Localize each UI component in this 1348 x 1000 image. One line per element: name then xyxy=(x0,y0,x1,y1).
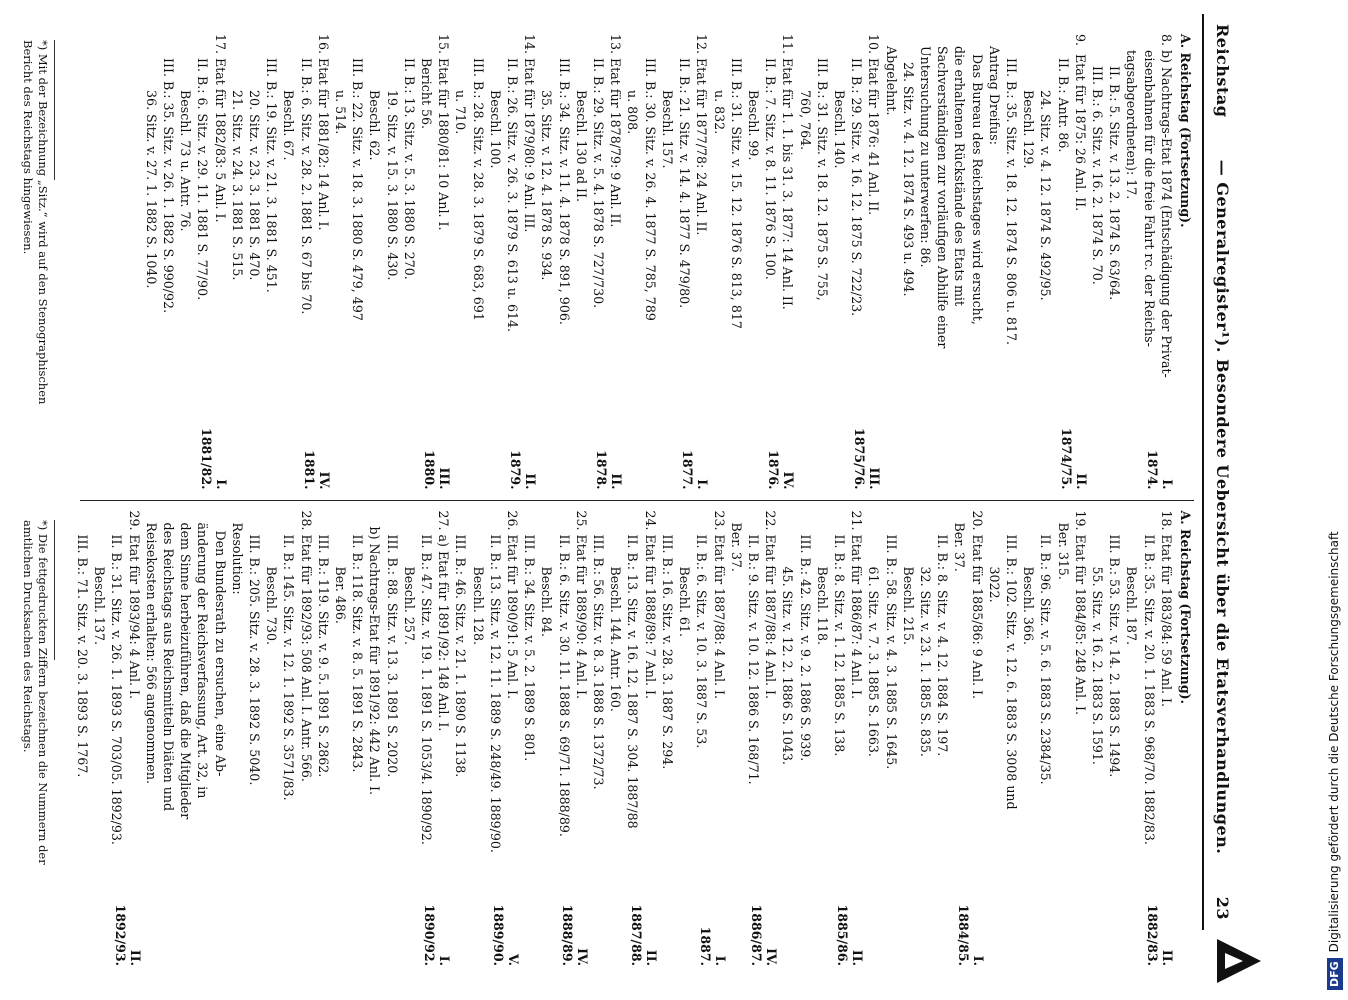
session-label: IV. 1888/89. xyxy=(559,904,590,966)
entry-text: b) Nachtrags-Etat für 1891/92: 442 Anl. I. II. B.: 118. Sitz. v. 8. 5. 1891 S. 2843. Ber. 486. III. B.: 119. Sitz. v. 9. 5. 1891 S. 2862. xyxy=(315,526,383,795)
left-column xyxy=(80,24,1194,500)
entry-text: 26. Etat für 1890/91: 5 Anl. I. II. B.: 13. Sitz. v. 12. 11. 1889 S. 248/49. 1889/90. Beschl. 128. III. B.: 46. Sitz. v. 21. 1. 1890 S. 1138. xyxy=(453,510,521,853)
footnote-left: *) Mit der Bezeichnung „Sitz.“ wird auf den Stenographischen Bericht des Reichstags hingewiesen. xyxy=(21,40,50,405)
entry-text: 15. Etat für 1880/81: 10 Anl. I. Bericht 56. II. B.: 13. Sitz. v. 5. 3. 1880 S. 270. 19. Sitz. v. 15. 3. 1880 S. 430. Beschl. 62. III. B.: 22. Sitz. v. 18. 3. 1880 S. 479, 497 u. 514. xyxy=(333,34,452,321)
session-label: IV. 1876. xyxy=(766,450,797,490)
entry-row xyxy=(728,511,780,967)
entry-text: 19. Etat für 1884/85: 248 Anl. I. Ber. 315. II. B.: 96. Sitz. v. 5. 6. 1883 S. 2384/35. Beschl. 366. III. B.: 102. Sitz. v. 12. 6. 1883 S. 3008 und 3022. xyxy=(986,510,1088,810)
entry-row xyxy=(659,511,728,967)
entry-text: 29. Etat für 1893/94: 4 Anl. I. II. B.: 31. Sitz. v. 26. 1. 1893 S. 703/05. 1892/93. Beschl. 137. III. B.: 71. Sitz. v. 20. 3. 1893 S. 1767. xyxy=(75,510,142,845)
entry-text: II. B.: 5. Sitz. v. 13. 2. 1874 S. 63/64. III. B.: 6. Sitz. v. 16. 2. 1874 S. 70. xyxy=(1089,66,1123,301)
entry-text: 24. Etat für 1888/89: 7 Anl. I. II. B.: 13. Sitz. v. 16. 12. 1887 S. 304. 1887/88 Beschl. 144. Antr. 160. III. B.: 56. Sitz. v. 8. 3. 1888 S. 1372/73. xyxy=(591,510,658,829)
header-title: — Generalregister¹). Besondere Uebersicht über die Etatsverhandlungen. xyxy=(1213,159,1233,855)
entry-row xyxy=(986,511,1089,967)
session-label: IV. 1881. xyxy=(301,450,332,490)
entry-row xyxy=(710,34,796,490)
header-rule xyxy=(1202,14,1204,930)
entry-row xyxy=(143,34,229,490)
entry-text: 28. Etat für 1892/93: 508 Anl. I. Antr. 566. II. B.: 145. Sitz. v. 12. 1. 1892 S. 3571/83. Beschl. 730. III. B.: 205. Sitz. v. 28. 3. 1892 S. 5040. Resolution: Den Bundesrath zu ersuchen, eine Ab- änderung der Reichsverfassung, Art. 32, in dem Sinne herbeizuführen, daß die Mitglieder des Reichstags aus Reichsmitteln Diäten und Reisekosten erhalten: 566 angenommen. xyxy=(143,510,314,820)
entry-row xyxy=(452,511,521,967)
entry-row xyxy=(74,511,143,967)
session-label: II. 1885/86. xyxy=(835,904,866,966)
footnote-right: *) Die fettgedruckten Ziffern bezeichnen die Nummern der amtlichen Drucksachen des Reichstags. xyxy=(21,520,50,865)
entry-row xyxy=(1003,34,1089,490)
entry-row xyxy=(865,511,985,967)
footnote-rule-left xyxy=(54,40,55,180)
entry-row xyxy=(779,511,865,967)
entry-text: 18. Etat für 1883/84: 59 Anl. I. II. B.: 35. Sitz. v. 20. 1. 1883 S. 968/70. 1882/83. Beschl. 187. III. B.: 53. Sitz. v. 14. 2. 1883 S. 1494. 55. Sitz. v. 16. 2. 1883 S. 1591. xyxy=(1089,510,1174,845)
entry-row xyxy=(538,34,624,490)
page-number: 23 xyxy=(1213,896,1233,920)
entry-text: Antrag Dreifus: Das Bureau des Reichstages wird ersucht, die erhaltenen Rückstände des Etats mit Sachverständigen zur vorläufigen Abhilfe einer Untersuchung zu unterwerfen: 86. 24. Sitz. v. 4. 12. 1874 S. 493 u. 494. Abgelehnt. xyxy=(883,46,1002,349)
entry-row xyxy=(624,34,710,490)
session-label: I. 1877. xyxy=(680,450,711,490)
left-section-heading: A. Reichstag (Fortsetzung). xyxy=(1178,34,1193,228)
entry-row xyxy=(229,34,332,490)
header-left: Reichstag xyxy=(1213,24,1233,118)
session-label: III. 1875/76. xyxy=(852,427,883,490)
credit-strip xyxy=(1320,0,1346,990)
entry-row xyxy=(315,511,384,967)
entry-row xyxy=(452,34,538,490)
footnote-rule-right xyxy=(54,520,55,660)
entry-row xyxy=(332,34,452,490)
entry-row xyxy=(1089,34,1123,490)
session-label: I. 1884/85. xyxy=(955,904,986,966)
entry-text: 16. Etat für 1881/82: 14 Anl. I. II. B.: 6. Sitz. v. 28. 2. 1881 S. 67 bis 70. Beschl. 67. III. B.: 19. Sitz. v. 21. 3. 1881 S. 451. 20. Sitz. v. 23. 3. 1881 S. 470. 21. Sitz. v. 24. 3. 1881 S. 515. xyxy=(229,34,331,315)
entry-text: 8. b) Nachtrags-Etat 1874 (Entschädigung der Privat- eisenbahnen für die freie Fahrt rc. der Reichs- tagsabgeordneten): 17. xyxy=(1124,34,1174,378)
entry-text: 21. Etat für 1886/87: 4 Anl. I. II. B.: 8. Sitz. v. 1. 12. 1885 S. 138. Beschl. 118. III. B.: 42. Sitz. v. 9. 2. 1886 S. 939. 45. Sitz. v. 12. 2. 1886 S. 1043. xyxy=(780,510,865,765)
entry-row xyxy=(1123,34,1175,490)
session-label: I. 1890/92. xyxy=(422,904,453,966)
entry-text: 10. Etat für 1876: 41 Anl. II. II. B.: 29. Sitz. v. 16. 12. 1875 S. 722/23. Beschl. 140. III. B.: 31. Sitz. v. 18. 12. 1875 S. 755, 760, 764. xyxy=(797,34,882,317)
session-label: II. 1874/75. xyxy=(1058,427,1089,490)
entry-row xyxy=(796,34,882,490)
entry-text: 13. Etat für 1878/79: 9 Anl. II. II. B.: 29. Sitz. v. 5. 4. 1878 S. 727/730. Beschl. 130 ad II. III. B.: 34. Sitz. v. 11. 4. 1878 S. 891, 906. 35. Sitz. v. 12. 4. 1878 S. 934. xyxy=(539,34,624,325)
credit-text: Digitalisierung gefördert durch die Deutsche Forschungsgemeinschaft xyxy=(1327,531,1341,953)
section-a-icon xyxy=(1215,937,1263,985)
entry-row xyxy=(143,511,315,967)
session-label: IV. 1886/87. xyxy=(749,904,780,966)
session-label: II. 1892/93. xyxy=(112,904,143,966)
session-label: I. 1874. xyxy=(1144,450,1175,490)
session-label: II. 1879. xyxy=(508,450,539,490)
entry-row xyxy=(590,511,659,967)
credit-text-line xyxy=(1323,0,1345,990)
session-label: V. 1889/90. xyxy=(491,904,522,966)
session-label: I. 1881/82. xyxy=(198,427,229,490)
entry-text: 25. Etat für 1889/90: 4 Anl. I. II. B.: 6. Sitz. v. 30. 11. 1888 S. 69/71. 1888/89. Beschl. 84. III. B.: 34. Sitz. v. 5. 2. 1889 S. 801. xyxy=(522,510,589,837)
entry-row xyxy=(521,511,590,967)
right-section-heading: A. Reichstag (Fortsetzung). xyxy=(1178,510,1193,704)
right-column xyxy=(75,500,1194,977)
session-label: II. 1878. xyxy=(594,450,625,490)
columns xyxy=(75,24,1194,976)
entry-text: 12. Etat für 1877/78: 24 Anl. II. II. B.: 21. Sitz. v. 14. 4. 1877 S. 479/80. Beschl. 157. III. B.: 30. Sitz. v. 26. 4. 1877 S. 785, 789 u. 808. xyxy=(625,34,710,321)
entry-row xyxy=(383,511,452,967)
session-label: II. 1882/83. xyxy=(1144,904,1175,966)
entry-text: 27. a) Etat für 1891/92: 148 Anl. I. II. B.: 47. Sitz. v. 19. 1. 1891 S. 1053/4. 1890/92. Beschl. 257. III. B.: 88. Sitz. v. 13. 3. 1891 S. 2020. xyxy=(384,510,452,845)
entry-text: 17. Etat für 1882/83: 5 Anl. I. II. B.: 6. Sitz. v. 29. 11. 1881 S. 77/90. Beschl. 73 u. Antr. 76. III. B.: 35. Sitz. v. 26. 1. 1882 S. 990/92. 36. Sitz. v. 27. 1. 1882 S. 1040. xyxy=(143,34,228,314)
session-label: II. 1887/88. xyxy=(628,904,659,966)
session-label: III. 1880. xyxy=(422,450,453,490)
session-label: I. 1887. xyxy=(697,926,728,966)
section-logo xyxy=(1212,934,1266,988)
entry-row xyxy=(1089,511,1175,967)
page-header xyxy=(1210,24,1236,920)
entry-text: 20. Etat für 1885/86: 9 Anl. I. Ber. 37. II. B.: 8. Sitz. v. 4. 12. 1884 S. 197. 32. Sitz. v. 23. 1. 1885 S. 835. Beschl. 215. III. B.: 58. Sitz. v. 4. 3. 1885 S. 1645. 61. Sitz. v. 7. 3. 1885 S. 1663. xyxy=(866,510,985,770)
dfg-logo: DFG xyxy=(1327,958,1343,990)
entry-row xyxy=(882,34,1002,490)
entry-text: 11. Etat für 1. 1. bis 31. 3. 1877: 14 Anl. II. II. B.: 7. Sitz. v. 8. 11. 1876 S. 100. Beschl. 99. III. B.: 31. Sitz. v. 15. 12. 1876 S. 813, 817 u. 832. xyxy=(711,34,796,329)
entry-text: 22. Etat für 1887/88: 4 Anl. I. II. B.: 9. Sitz. v. 10. 12. 1886 S. 168/71. Ber. 37. xyxy=(728,510,779,785)
entry-text: 14. Etat für 1879/80: 9 Anl. III. II. B.: 26. Sitz. v. 26. 3. 1879 S. 613 u. 614. Beschl. 100. III. B.: 28. Sitz. v. 28. 3. 1879 S. 683, 691 u. 710. xyxy=(453,34,538,332)
entry-text: 23. Etat für 1887/88: 4 Anl. I. II. B.: 6. Sitz. v. 10. 3. 1887 S. 53. Beschl. 61. III. B.: 16. Sitz. v. 28. 3. 1887 S. 294. xyxy=(659,510,727,770)
entry-text: 9. Etat für 1875: 26 Anl. II. II. B.: Antr. 86. 24. Sitz. v. 4. 12. 1874 S. 492/95. Beschl. 129. III. B.: 35. Sitz. v. 18. 12. 1874 S. 806 u. 817. xyxy=(1003,34,1088,345)
